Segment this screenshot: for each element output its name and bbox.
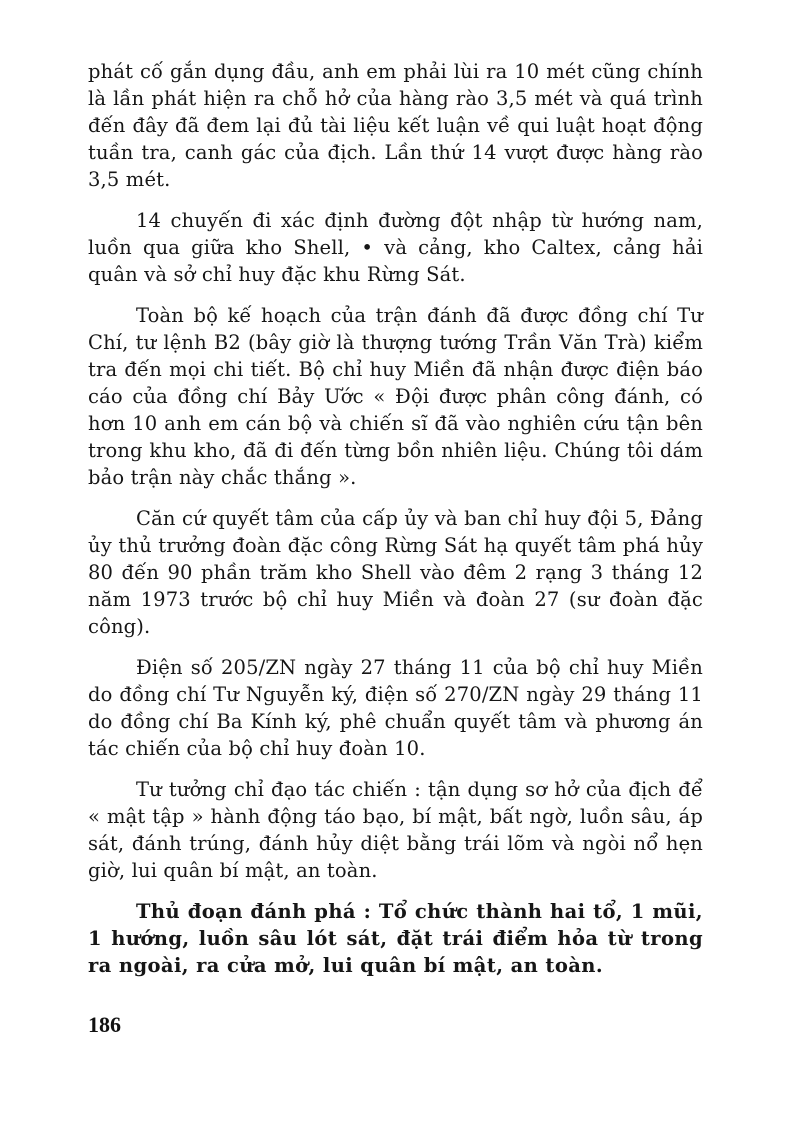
paragraph-7: Thủ đoạn đánh phá : Tổ chức thành hai tổ, 1 mũi, 1 hướng, luồn sâu lót sát, đặt trái điểm hỏa từ trong ra ngoài, ra cửa mở, lui quân bí mật, an toàn. xyxy=(88,900,703,977)
paragraph-1: phát cố gắn dụng đầu, anh em phải lùi ra 10 mét cũng chính là lần phát hiện ra chỗ hở của hàng rào 3,5 mét và quá trình đến đây đã đem lại đủ tài liệu kết luận về qui luật hoạt động tuần tra, canh gác của địch. Lần thứ 14 vượt được hàng rào 3,5 mét. xyxy=(88,60,703,191)
paragraph-6: Tư tưởng chỉ đạo tác chiến : tận dụng sơ hở của địch để « mật tập » hành động táo bạo, bí mật, bất ngờ, luồn sâu, áp sát, đánh trúng, đánh hủy diệt bằng trái lõm và ngòi nổ hẹn giờ, lui quân bí mật, an toàn. xyxy=(88,778,703,882)
page-body xyxy=(88,58,703,993)
page-number: 186 xyxy=(88,1012,121,1037)
paragraph-4: Căn cứ quyết tâm của cấp ủy và ban chỉ huy đội 5, Đảng ủy thủ trưởng đoàn đặc công Rừng Sát hạ quyết tâm phá hủy 80 đến 90 phần trăm kho Shell vào đêm 2 rạng 3 tháng 12 năm 1973 trước bộ chỉ huy Miền và đoàn 27 (sư đoàn đặc công). xyxy=(88,507,703,638)
paragraph-3: Toàn bộ kế hoạch của trận đánh đã được đồng chí Tư Chí, tư lệnh B2 (bây giờ là thượng tướng Trần Văn Trà) kiểm tra đến mọi chi tiết. Bộ chỉ huy Miền đã nhận được điện báo cáo của đồng chí Bảy Ước « Đội được phân công đánh, có hơn 10 anh em cán bộ và chiến sĩ đã vào nghiên cứu tận bên trong khu kho, đã đi đến từng bồn nhiên liệu. Chúng tôi dám bảo trận này chắc thắng ». xyxy=(88,304,703,489)
paragraph-5: Điện số 205/ZN ngày 27 tháng 11 của bộ chỉ huy Miền do đồng chí Tư Nguyễn ký, điện số 270/ZN ngày 29 tháng 11 do đồng chí Ba Kính ký, phê chuẩn quyết tâm và phương án tác chiến của bộ chỉ huy đoàn 10. xyxy=(88,656,703,760)
paragraph-2: 14 chuyến đi xác định đường đột nhập từ hướng nam, luồn qua giữa kho Shell, • và cảng, kho Caltex, cảng hải quân và sở chỉ huy đặc khu Rừng Sát. xyxy=(88,209,703,286)
